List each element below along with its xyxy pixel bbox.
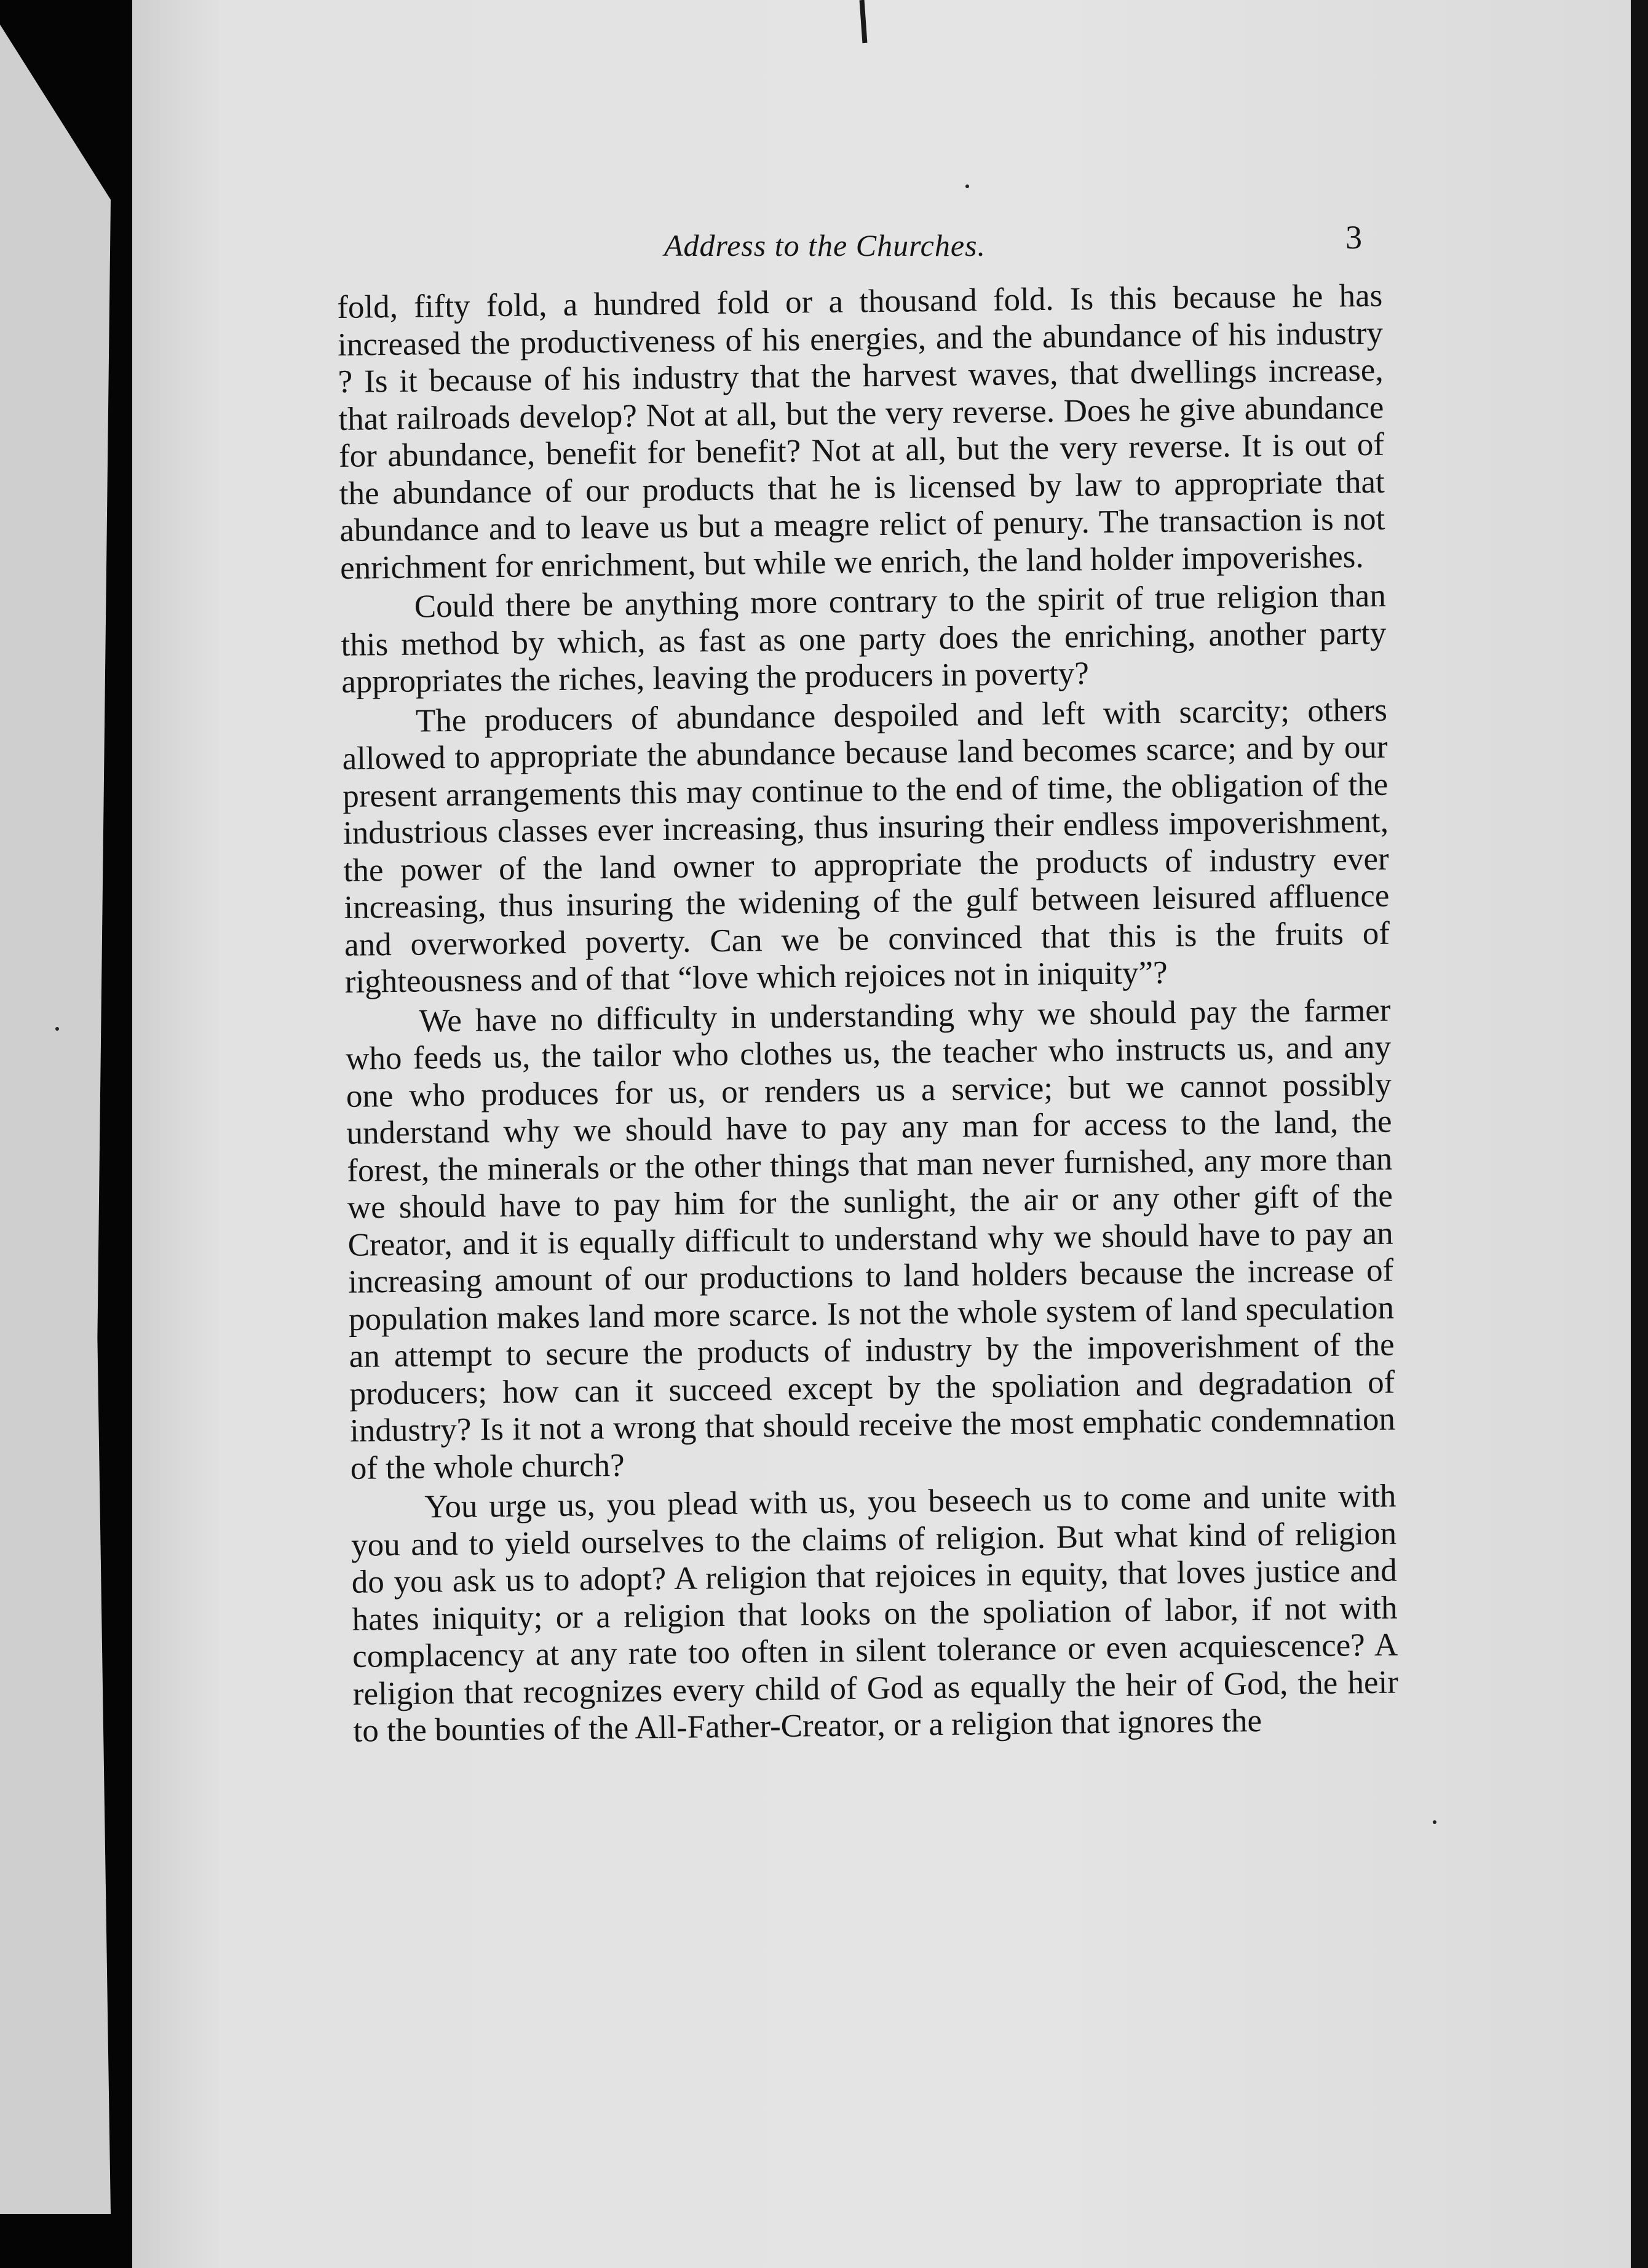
scan-border-right — [1631, 0, 1648, 2268]
paragraph-4: We have no difficulty in understanding why we should pay the farmer who feeds us, the tailor who clothes us, the teacher who instructs us, and any one who produces for us, or renders us a service; but we cannot possibly understand why we should have to pay any man for access to the land, the forest, the minerals or the other things that man never furnished, any more than we should have to pay him for the sunlight, the air or any other gift of the Creator, and it is equally difficult to understand why we should have to pay an increasing amount of our productions to land holders because the increase of population makes land more scarce. Is not the whole system of land speculation an attempt to secure the products of industry by the impoverishment of the producers; how can it succeed except by the spoliation and degradation of industry? Is it not a wrong that should receive the most emphatic condemnation of the whole church? — [345, 992, 1396, 1486]
scan-speck — [55, 1027, 59, 1031]
adjacent-page-edge — [0, 25, 111, 2214]
page-number: 3 — [1345, 219, 1362, 256]
paragraph-5: You urge us, you plead with us, you beseech us to come and unite with you and to yield ourselves to the claims of religion. But what kind of religion do you ask us to adopt? A religion that rejoices in equity, that loves justice and hates iniquity; or a religion that looks on the spoliation of labor, if not with complacency at any rate too often in silent tolerance or even acquiescence? A religion that recognizes every child of God as equally the heir of God, the heir to the bounties of the All-Father-Creator, or a religion that ignores the — [351, 1478, 1399, 1749]
paragraph-2: Could there be anything more contrary to the spirit of true religion than this method by which, as fast as one party does the enriching, another party appropriates the riches, leaving the producers in poverty? — [341, 577, 1387, 700]
scan-speck — [965, 184, 969, 188]
paragraph-3: The producers of abundance despoiled and left with scarcity; others allowed to appropriate the abundance because land becomes scarce; and by our present arrangements this may continue to the end of time, the obligation of the industrious classes ever increasing, thus insuring their endless impoverishment, the power of the land owner to appropriate the products of industry ever increasing, thus insuring the widening of the gulf between leisured affluence and overworked poverty. Can we be convinced that this is the fruits of righteousness and of that “love which rejoices not in iniquity”? — [342, 692, 1390, 1000]
body-text — [337, 277, 1399, 1750]
scan-speck — [1433, 1820, 1436, 1824]
paragraph-1: fold, fifty fold, a hundred fold or a thousand fold. Is this because he has increased the productiveness of his energies, and the abundance of his industry ? Is it because of his industry that the harvest waves, that dwellings increase, that railroads develop? Not at all, but the very reverse. Does he give abundance for abundance, benefit for benefit? Not at all, but the very reverse. It is out of the abundance of our products that he is licensed by law to appropriate that abundance and to leave us but a meagre relict of penury. The transaction is not enrichment for enrichment, but while we enrich, the land holder impoverishes. — [337, 277, 1385, 586]
running-title: Address to the Churches. — [664, 228, 986, 263]
